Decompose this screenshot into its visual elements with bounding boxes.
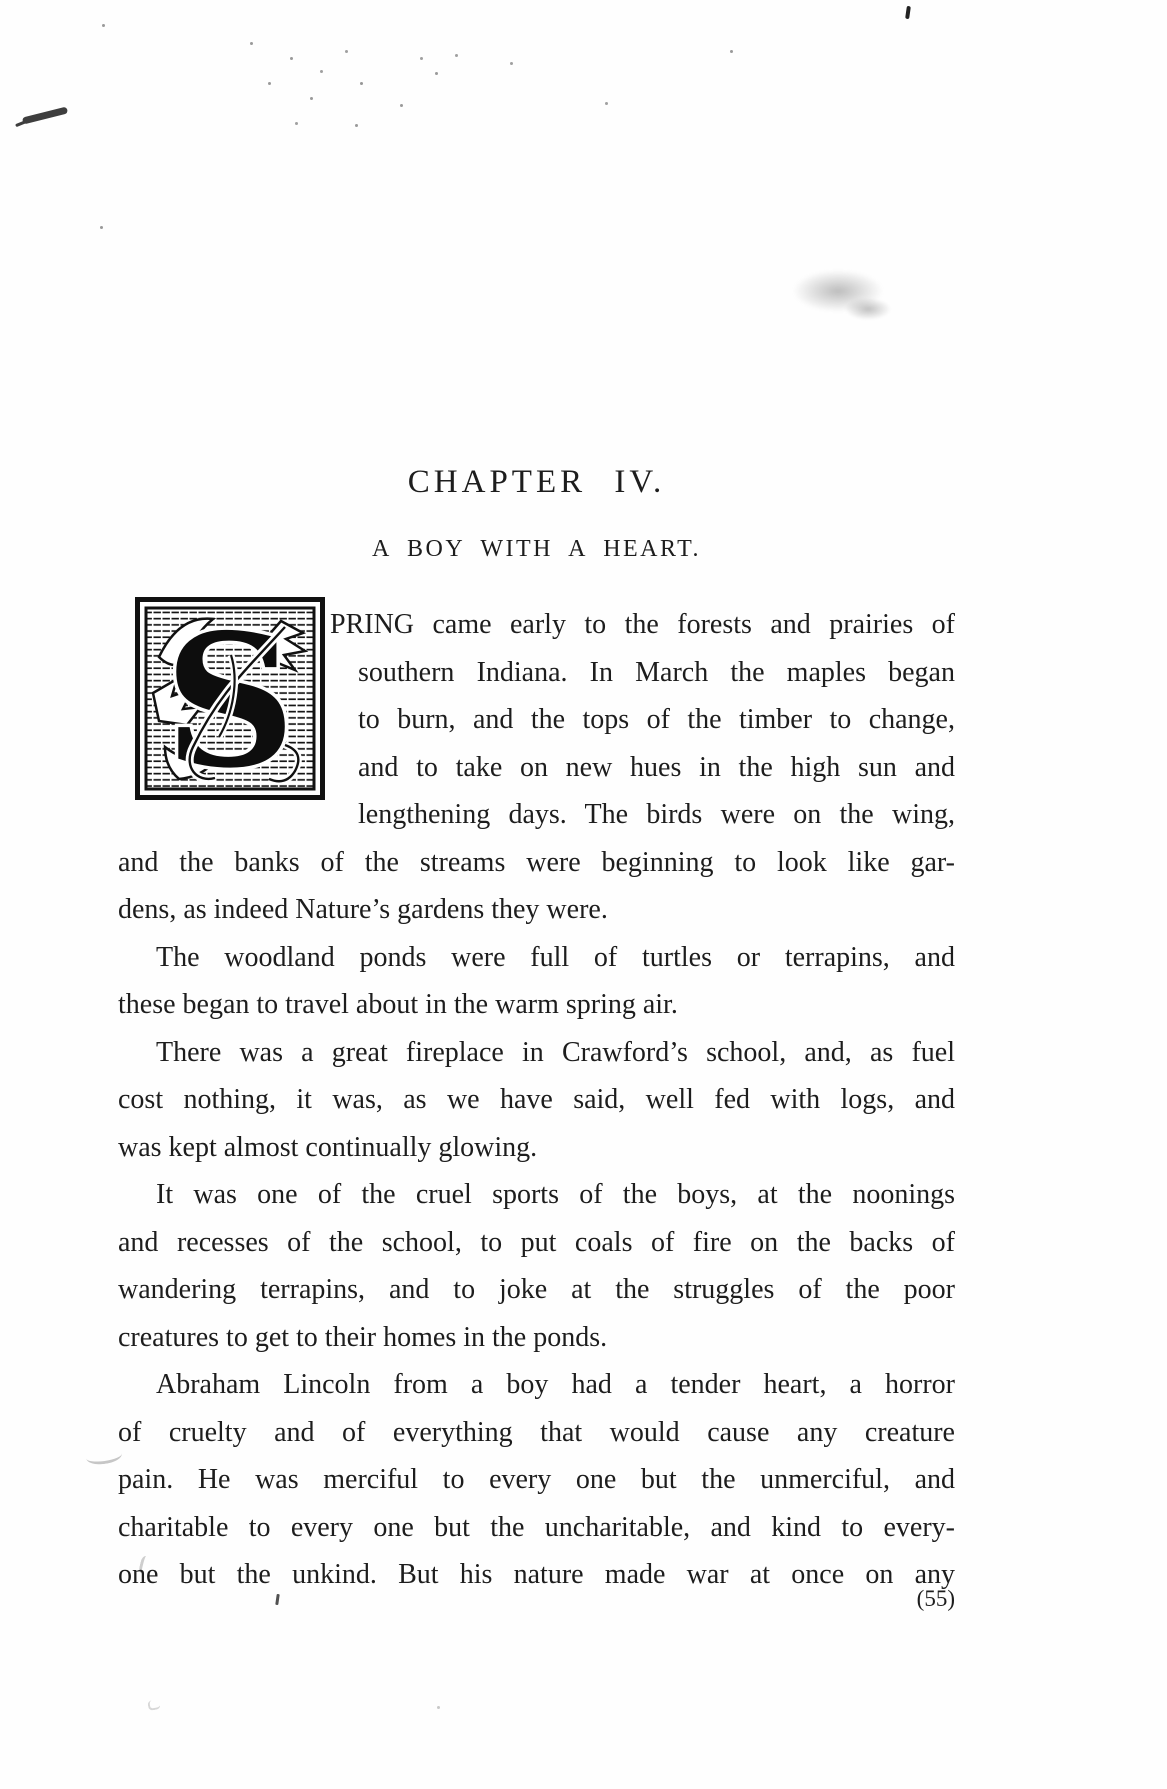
scan-artifact-pencil-dash bbox=[22, 107, 68, 125]
text-column bbox=[118, 462, 955, 1599]
drop-cap-woodcut-icon bbox=[135, 597, 325, 800]
text-line: cost nothing, it was, as we have said, well fed with logs, and bbox=[118, 1084, 955, 1115]
text-line: PRING came early to the forests and prairies of bbox=[330, 609, 955, 640]
text-line: pain. He was merciful to every one but the unmerciful, and bbox=[118, 1464, 955, 1495]
chapter-subtitle: A BOY WITH A HEART. bbox=[372, 536, 701, 562]
scan-artifact-dot bbox=[100, 226, 103, 229]
scan-artifact-dot bbox=[437, 1706, 440, 1709]
text-line: and recesses of the school, to put coals of fire on the backs of bbox=[118, 1226, 955, 1258]
text-line: There was a great fireplace in Crawford’s school, and, as fuel bbox=[156, 1036, 955, 1068]
scan-artifact-smudge bbox=[845, 298, 891, 320]
text-line: lengthening days. The birds were on the wing, bbox=[358, 799, 955, 830]
scan-artifact-tick bbox=[905, 6, 911, 19]
text-line: dens, as indeed Nature’s gardens they were. bbox=[118, 894, 608, 925]
text-line: one but the unkind. But his nature made war at once on any bbox=[118, 1559, 955, 1590]
scan-artifact-mark bbox=[147, 1699, 161, 1711]
paragraph bbox=[118, 1029, 955, 1172]
text-line: It was one of the cruel sports of the boys, at the noonings bbox=[156, 1179, 955, 1210]
chapter-title: CHAPTER IV. bbox=[407, 464, 666, 500]
paragraph bbox=[118, 1361, 955, 1599]
text-line: and the banks of the streams were beginning to look like gar- bbox=[118, 846, 955, 878]
page-number: (55) bbox=[916, 1586, 955, 1611]
paragraph bbox=[118, 1171, 955, 1361]
text-line: wandering terrapins, and to joke at the struggles of the poor bbox=[118, 1274, 955, 1305]
text-line: was kept almost continually glowing. bbox=[118, 1131, 538, 1163]
body-text bbox=[118, 597, 955, 1599]
scan-artifact-smudge bbox=[793, 270, 883, 312]
drop-cap-ornament bbox=[135, 597, 325, 800]
text-line: these began to travel about in the warm spring air. bbox=[118, 989, 678, 1020]
text-line: The woodland ponds were full of turtles or terrapins, and bbox=[156, 941, 955, 973]
text-line: of cruelty and of everything that would cause any creature bbox=[118, 1416, 955, 1448]
paragraph bbox=[118, 934, 955, 1029]
text-line: Abraham Lincoln from a boy had a tender heart, a horror bbox=[156, 1369, 955, 1400]
text-line: creatures to get to their homes in the ponds. bbox=[118, 1321, 608, 1353]
text-line: and to take on new hues in the high sun and bbox=[358, 751, 955, 783]
text-line: to burn, and the tops of the timber to change, bbox=[358, 704, 955, 735]
drop-cap-letter: S bbox=[164, 597, 296, 800]
text-line: southern Indiana. In March the maples began bbox=[358, 656, 955, 688]
scan-artifact-speckles bbox=[250, 42, 253, 45]
text-line: charitable to every one but the uncharitable, and kind to every- bbox=[118, 1511, 955, 1543]
